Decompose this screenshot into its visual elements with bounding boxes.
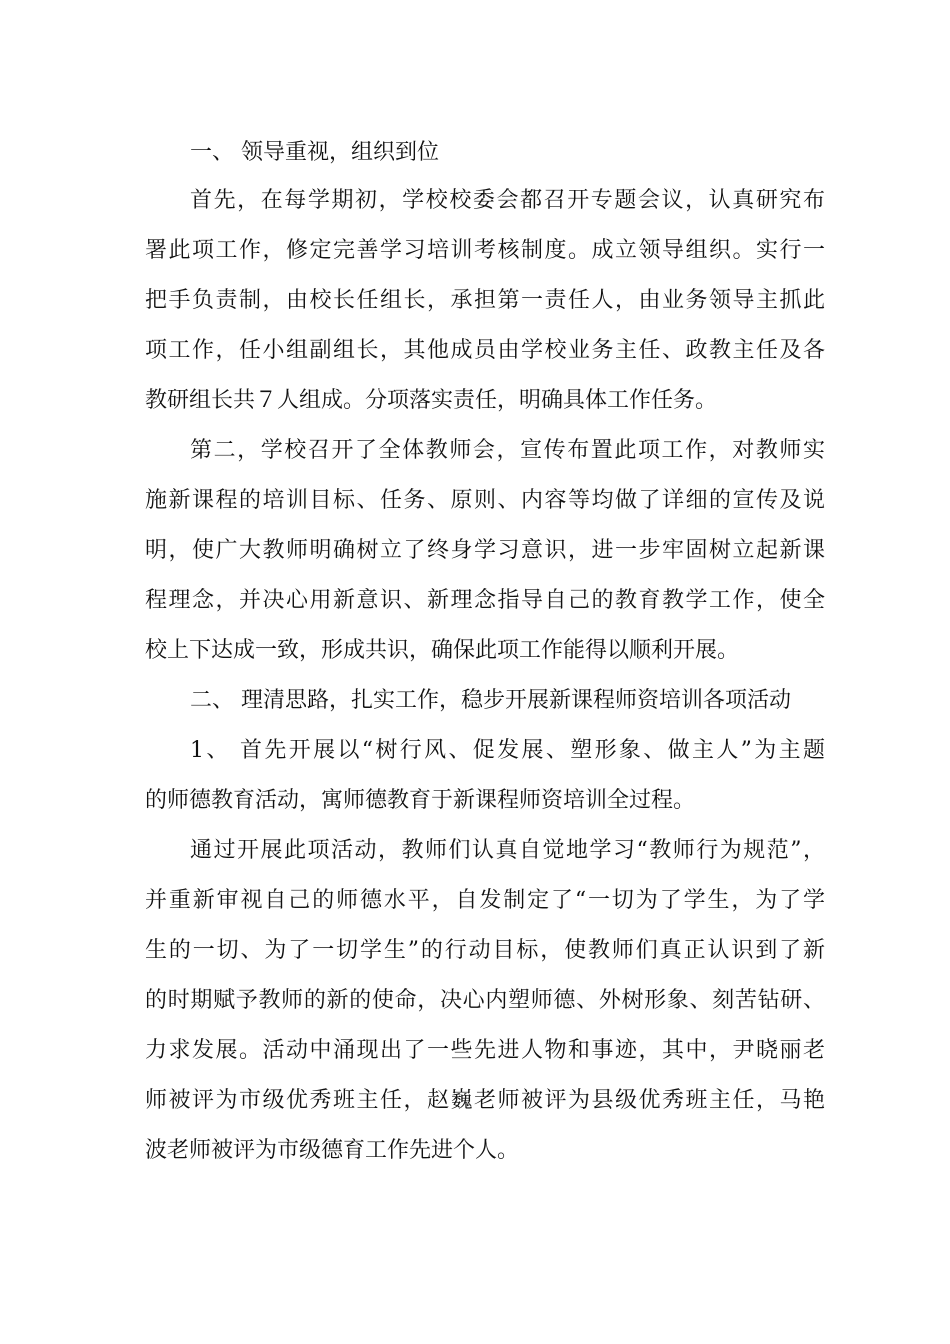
section-heading-2: 二、 理清思路，扎实工作，稳步开展新课程师资培训各项活动 — [190, 688, 791, 713]
paragraph-line: 项工作，任小组副组长，其他成员由学校业务主任、政教主任及各 — [145, 338, 825, 363]
paragraph-line: 署此项工作，修定完善学习培训考核制度。成立领导组织。实行一 — [145, 238, 825, 263]
paragraph-line: 把手负责制，由校长任组长，承担第一责任人，由业务领导主抓此 — [145, 288, 825, 313]
paragraph-line: 的时期赋予教师的新的使命，决心内塑师德、外树形象、刻苦钻研、 — [145, 988, 825, 1013]
paragraph-line: 并重新审视自己的师德水平，自发制定了“一切为了学生，为了学 — [145, 888, 825, 913]
paragraph-line: 明，使广大教师明确树立了终身学习意识，进一步牢固树立起新课 — [145, 538, 825, 563]
paragraph-line: 校上下达成一致，形成共识，确保此项工作能得以顺利开展。 — [145, 638, 740, 663]
paragraph-line: 师被评为市级优秀班主任，赵巍老师被评为县级优秀班主任，马艳 — [145, 1088, 825, 1113]
paragraph-line: 1、 首先开展以“树行风、促发展、塑形象、做主人”为主题 — [190, 738, 825, 763]
paragraph-line: 首先，在每学期初，学校校委会都召开专题会议，认真研究布 — [190, 188, 825, 213]
paragraph-line: 施新课程的培训目标、任务、原则、内容等均做了详细的宣传及说 — [145, 488, 825, 513]
section-heading-1: 一、 领导重视，组织到位 — [190, 140, 439, 165]
paragraph-line: 通过开展此项活动，教师们认真自觉地学习“教师行为规范”， — [190, 838, 825, 863]
paragraph-line: 程理念，并决心用新意识、新理念指导自己的教育教学工作，使全 — [145, 588, 825, 613]
paragraph-line: 的师德教育活动，寓师德教育于新课程师资培训全过程。 — [145, 788, 696, 813]
paragraph-line: 生的一切、为了一切学生”的行动目标，使教师们真正认识到了新 — [145, 938, 825, 963]
paragraph-line: 力求发展。活动中涌现出了一些先进人物和事迹，其中，尹晓丽老 — [145, 1038, 825, 1063]
paragraph-line: 教研组长共７人组成。分项落实责任，明确具体工作任务。 — [145, 388, 718, 413]
paragraph-line: 波老师被评为市级德育工作先进个人。 — [145, 1138, 520, 1163]
paragraph-line: 第二，学校召开了全体教师会，宣传布置此项工作，对教师实 — [190, 438, 825, 463]
